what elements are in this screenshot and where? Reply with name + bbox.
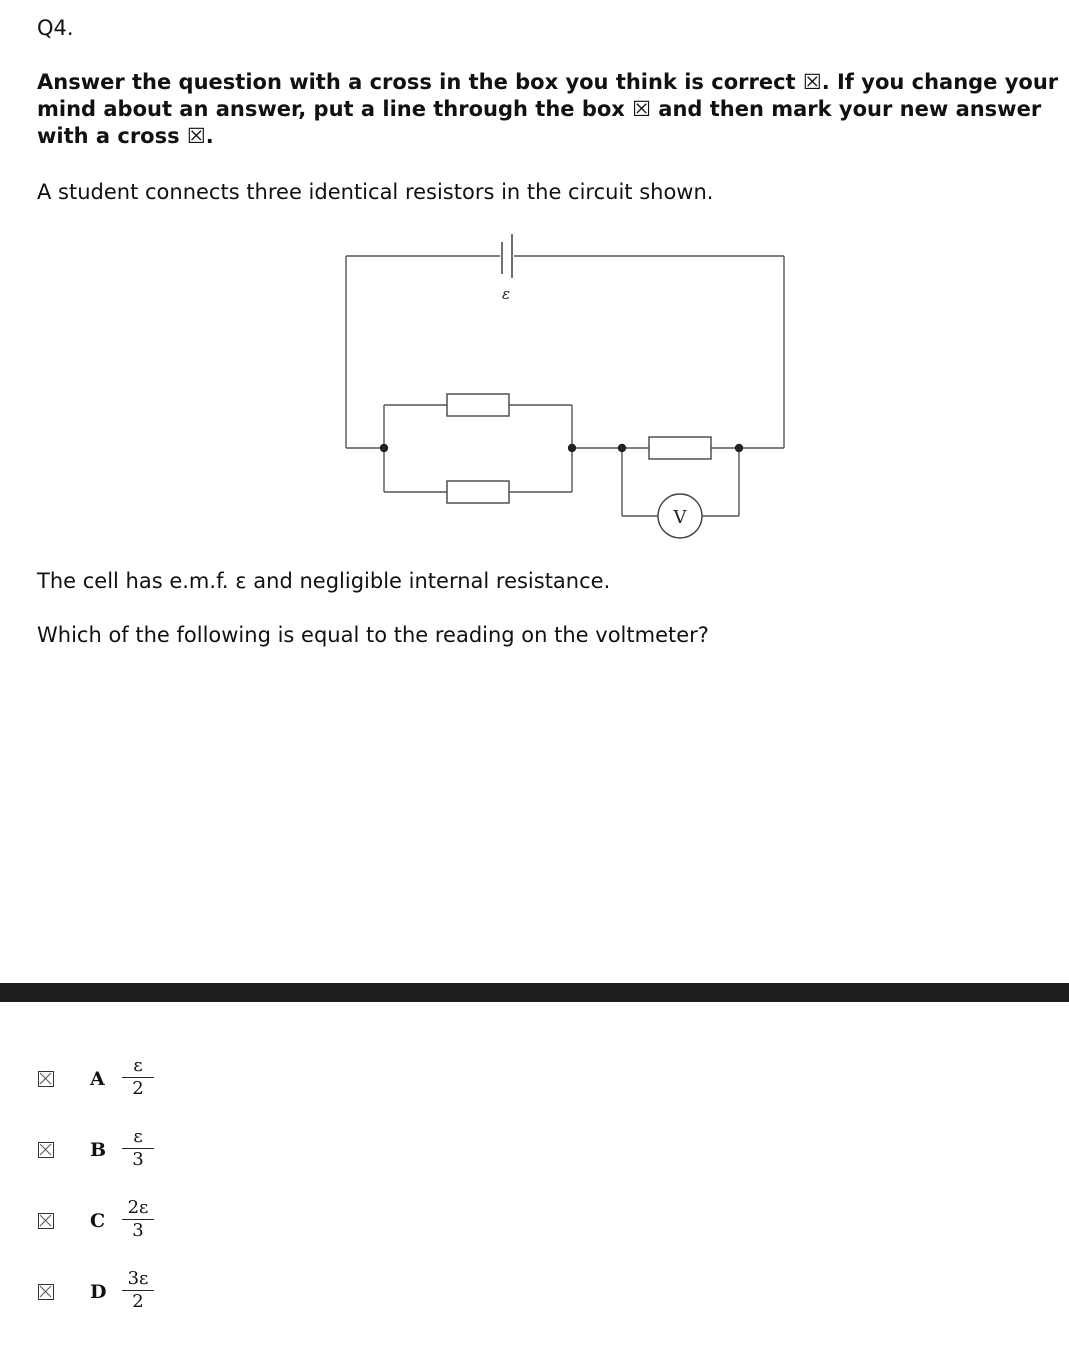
answer-checkbox-a[interactable] bbox=[38, 1071, 54, 1087]
cross-box-icon bbox=[39, 1285, 52, 1298]
junction-dot bbox=[618, 444, 626, 452]
junction-dot bbox=[380, 444, 388, 452]
cross-box-icon bbox=[39, 1214, 52, 1227]
answer-checkbox-b[interactable] bbox=[38, 1142, 54, 1158]
option-fraction bbox=[122, 1127, 154, 1170]
answer-checkbox-c[interactable] bbox=[38, 1213, 54, 1229]
option-letter: C bbox=[90, 1210, 106, 1232]
question-number: Q4. bbox=[37, 16, 74, 40]
instruction-line-3: with a cross ☒. bbox=[37, 124, 214, 148]
option-letter: A bbox=[90, 1068, 105, 1090]
cross-box-icon bbox=[39, 1072, 52, 1085]
emf-label: ε bbox=[501, 285, 511, 303]
instructions bbox=[37, 69, 1069, 150]
fraction-numerator: ε bbox=[133, 1055, 143, 1076]
resistor-series bbox=[649, 437, 711, 459]
option-a[interactable] bbox=[0, 1052, 300, 1112]
option-b[interactable] bbox=[0, 1123, 300, 1183]
question-prompt: Which of the following is equal to the reading on the voltmeter? bbox=[37, 623, 709, 647]
option-fraction bbox=[122, 1269, 154, 1312]
option-letter: D bbox=[90, 1281, 107, 1303]
option-fraction bbox=[122, 1056, 154, 1099]
fraction-denominator: 3 bbox=[132, 1220, 144, 1242]
section-divider bbox=[0, 983, 1069, 1002]
option-letter: B bbox=[90, 1139, 107, 1161]
cross-box-icon bbox=[39, 1143, 52, 1156]
voltmeter-label: V bbox=[673, 507, 687, 528]
fraction-numerator: 2ε bbox=[127, 1197, 149, 1218]
fraction-denominator: 3 bbox=[132, 1149, 144, 1171]
instruction-line-2: mind about an answer, put a line through the box ☒ and then mark your new answer bbox=[37, 97, 1042, 121]
resistor-parallel-bottom bbox=[447, 481, 509, 503]
intro-text: A student connects three identical resistors in the circuit shown. bbox=[37, 180, 714, 204]
circuit-diagram bbox=[330, 225, 800, 545]
resistor-parallel-top bbox=[447, 394, 509, 416]
fraction-numerator: ε bbox=[133, 1126, 143, 1147]
fraction-denominator: 2 bbox=[132, 1078, 144, 1100]
option-fraction bbox=[122, 1198, 154, 1241]
instruction-line-1: Answer the question with a cross in the box you think is correct ☒. If you change your bbox=[37, 70, 1059, 94]
answer-checkbox-d[interactable] bbox=[38, 1284, 54, 1300]
junction-dot bbox=[735, 444, 743, 452]
option-c[interactable] bbox=[0, 1194, 300, 1254]
cell-info-text: The cell has e.m.f. ε and negligible internal resistance. bbox=[37, 569, 611, 593]
fraction-numerator: 3ε bbox=[127, 1268, 149, 1289]
option-d[interactable] bbox=[0, 1265, 300, 1325]
fraction-denominator: 2 bbox=[132, 1291, 144, 1313]
junction-dot bbox=[568, 444, 576, 452]
